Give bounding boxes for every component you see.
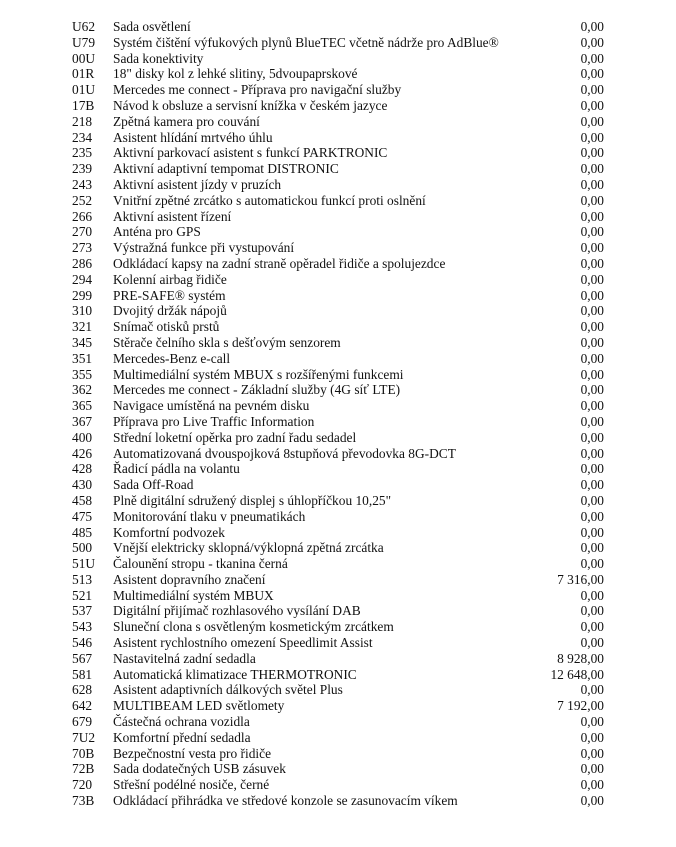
option-code: 73B bbox=[72, 793, 95, 809]
option-code: 513 bbox=[72, 571, 93, 587]
list-item bbox=[72, 603, 604, 619]
option-price: 0,00 bbox=[580, 524, 604, 540]
option-description: Automatizovaná dvouspojková 8stupňová převodovka 8G-DCT bbox=[113, 445, 456, 461]
option-price: 0,00 bbox=[580, 240, 604, 256]
option-price: 0,00 bbox=[580, 745, 604, 761]
option-code: 321 bbox=[72, 319, 93, 335]
option-price: 0,00 bbox=[580, 113, 604, 129]
option-description: Automatická klimatizace THERMOTRONIC bbox=[113, 666, 357, 682]
option-price: 0,00 bbox=[580, 97, 604, 113]
option-description: Sada konektivity bbox=[113, 50, 204, 66]
equipment-price-list bbox=[72, 19, 604, 809]
list-item bbox=[72, 509, 604, 525]
option-code: 51U bbox=[72, 556, 96, 572]
option-code: 351 bbox=[72, 350, 93, 366]
option-price: 0,00 bbox=[580, 635, 604, 651]
option-code: 400 bbox=[72, 429, 93, 445]
list-item bbox=[72, 145, 604, 161]
option-description: Odkládací přihrádka ve středové konzole se zasunovacím víkem bbox=[113, 793, 458, 809]
list-item bbox=[72, 572, 604, 588]
option-description: 18" disky kol z lehké slitiny, 5dvoupaprskové bbox=[113, 66, 358, 82]
list-item bbox=[72, 398, 604, 414]
option-description: Čalounění stropu - tkanina černá bbox=[113, 556, 288, 572]
option-price: 12 648,00 bbox=[550, 666, 604, 682]
option-code: 270 bbox=[72, 224, 93, 240]
option-code: 679 bbox=[72, 714, 93, 730]
list-item bbox=[72, 224, 604, 240]
list-item bbox=[72, 556, 604, 572]
option-price: 0,00 bbox=[580, 208, 604, 224]
option-code: 720 bbox=[72, 777, 93, 793]
option-code: 17B bbox=[72, 97, 95, 113]
option-code: 567 bbox=[72, 650, 93, 666]
list-item bbox=[72, 777, 604, 793]
option-price: 0,00 bbox=[580, 176, 604, 192]
option-code: 286 bbox=[72, 255, 93, 271]
list-item bbox=[72, 730, 604, 746]
list-item bbox=[72, 461, 604, 477]
option-code: 367 bbox=[72, 413, 93, 429]
option-code: 475 bbox=[72, 508, 93, 524]
option-description: Aktivní asistent jízdy v pruzích bbox=[113, 176, 282, 192]
list-item bbox=[72, 635, 604, 651]
option-code: 345 bbox=[72, 334, 93, 350]
option-price: 0,00 bbox=[580, 382, 604, 398]
option-price: 0,00 bbox=[580, 777, 604, 793]
option-description: Částečná ochrana vozidla bbox=[113, 714, 250, 730]
option-price: 0,00 bbox=[580, 603, 604, 619]
list-item bbox=[72, 540, 604, 556]
option-code: 362 bbox=[72, 382, 93, 398]
option-description: Mercedes me connect - Příprava pro navigační služby bbox=[113, 82, 402, 98]
option-code: 543 bbox=[72, 619, 93, 635]
list-item bbox=[72, 493, 604, 509]
option-price: 0,00 bbox=[580, 540, 604, 556]
option-code: 234 bbox=[72, 129, 93, 145]
option-code: 355 bbox=[72, 366, 93, 382]
list-item bbox=[72, 351, 604, 367]
option-description: Nastavitelná zadní sedadla bbox=[113, 650, 256, 666]
option-price: 0,00 bbox=[580, 761, 604, 777]
option-code: 521 bbox=[72, 587, 93, 603]
option-price: 0,00 bbox=[580, 255, 604, 271]
list-item bbox=[72, 667, 604, 683]
option-price: 7 316,00 bbox=[557, 571, 604, 587]
list-item bbox=[72, 209, 604, 225]
list-item bbox=[72, 746, 604, 762]
option-description: Sluneční clona s osvětleným kosmetickým zrcátkem bbox=[113, 619, 394, 635]
list-item bbox=[72, 477, 604, 493]
option-description: Příprava pro Live Traffic Information bbox=[113, 413, 315, 429]
option-description: Bezpečnostní vesta pro řidiče bbox=[113, 745, 272, 761]
list-item bbox=[72, 793, 604, 809]
list-item bbox=[72, 272, 604, 288]
option-code: 428 bbox=[72, 461, 93, 477]
option-description: Sada dodatečných USB zásuvek bbox=[113, 761, 286, 777]
option-description: Návod k obsluze a servisní knížka v českém jazyce bbox=[113, 97, 388, 113]
option-description: Anténa pro GPS bbox=[113, 224, 201, 240]
option-code: 365 bbox=[72, 398, 93, 414]
option-description: Plně digitální sdružený displej s úhlopříčkou 10,25" bbox=[113, 492, 392, 508]
option-price: 0,00 bbox=[580, 129, 604, 145]
option-price: 0,00 bbox=[580, 192, 604, 208]
option-description: Komfortní podvozek bbox=[113, 524, 225, 540]
list-item bbox=[72, 446, 604, 462]
option-code: 72B bbox=[72, 761, 95, 777]
option-price: 0,00 bbox=[580, 793, 604, 809]
option-code: 252 bbox=[72, 192, 93, 208]
option-description: Snímač otisků prstů bbox=[113, 319, 220, 335]
option-price: 0,00 bbox=[580, 398, 604, 414]
option-code: 500 bbox=[72, 540, 93, 556]
option-price: 0,00 bbox=[580, 161, 604, 177]
option-code: 458 bbox=[72, 492, 93, 508]
option-code: 299 bbox=[72, 287, 93, 303]
option-description: Komfortní přední sedadla bbox=[113, 729, 251, 745]
option-code: 426 bbox=[72, 445, 93, 461]
list-item bbox=[72, 651, 604, 667]
list-item bbox=[72, 66, 604, 82]
list-item bbox=[72, 161, 604, 177]
option-description: Mercedes me connect - Základní služby (4G síť LTE) bbox=[113, 382, 401, 398]
option-code: 537 bbox=[72, 603, 93, 619]
option-code: 546 bbox=[72, 635, 93, 651]
list-item bbox=[72, 82, 604, 98]
option-code: 70B bbox=[72, 745, 95, 761]
list-item bbox=[72, 19, 604, 35]
option-description: Aktivní adaptivní tempomat DISTRONIC bbox=[113, 161, 339, 177]
list-item bbox=[72, 430, 604, 446]
option-code: 243 bbox=[72, 176, 93, 192]
option-price: 8 928,00 bbox=[557, 650, 604, 666]
list-item bbox=[72, 319, 604, 335]
option-price: 0,00 bbox=[580, 413, 604, 429]
option-price: 0,00 bbox=[580, 508, 604, 524]
option-code: 294 bbox=[72, 271, 93, 287]
list-item bbox=[72, 193, 604, 209]
option-price: 0,00 bbox=[580, 271, 604, 287]
option-price: 0,00 bbox=[580, 319, 604, 335]
option-description: Vnější elektricky sklopná/výklopná zpětná zrcátka bbox=[113, 540, 384, 556]
option-description: Aktivní parkovací asistent s funkcí PARKTRONIC bbox=[113, 145, 388, 161]
list-item bbox=[72, 714, 604, 730]
option-price: 0,00 bbox=[580, 461, 604, 477]
option-description: Stěrače čelního skla s dešťovým senzorem bbox=[113, 334, 341, 350]
option-description: Digitální přijímač rozhlasového vysílání DAB bbox=[113, 603, 361, 619]
option-code: 310 bbox=[72, 303, 93, 319]
option-description: Multimediální systém MBUX bbox=[113, 587, 274, 603]
option-code: 01U bbox=[72, 82, 96, 98]
list-item bbox=[72, 98, 604, 114]
option-description: PRE-SAFE® systém bbox=[113, 287, 226, 303]
option-description: Asistent rychlostního omezení Speedlimit Assist bbox=[113, 635, 373, 651]
list-item bbox=[72, 698, 604, 714]
option-code: 218 bbox=[72, 113, 93, 129]
option-description: Střešní podélné nosiče, černé bbox=[113, 777, 270, 793]
option-code: 235 bbox=[72, 145, 93, 161]
option-description: Systém čištění výfukových plynů BlueTEC včetně nádrže pro AdBlue® bbox=[113, 34, 499, 50]
option-code: 00U bbox=[72, 50, 96, 66]
option-price: 0,00 bbox=[580, 366, 604, 382]
option-price: 0,00 bbox=[580, 429, 604, 445]
option-description: Asistent dopravního značení bbox=[113, 571, 266, 587]
option-price: 0,00 bbox=[580, 729, 604, 745]
list-item bbox=[72, 619, 604, 635]
option-code: 266 bbox=[72, 208, 93, 224]
option-code: 581 bbox=[72, 666, 93, 682]
list-item bbox=[72, 682, 604, 698]
option-code: 485 bbox=[72, 524, 93, 540]
list-item bbox=[72, 367, 604, 383]
list-item bbox=[72, 35, 604, 51]
list-item bbox=[72, 525, 604, 541]
option-code: 273 bbox=[72, 240, 93, 256]
option-price: 0,00 bbox=[580, 19, 604, 34]
option-price: 0,00 bbox=[580, 587, 604, 603]
list-item bbox=[72, 335, 604, 351]
option-price: 7 192,00 bbox=[557, 698, 604, 714]
option-description: Vnitřní zpětné zrcátko s automatickou funkcí proti oslnění bbox=[113, 192, 426, 208]
option-price: 0,00 bbox=[580, 303, 604, 319]
list-item bbox=[72, 114, 604, 130]
option-price: 0,00 bbox=[580, 82, 604, 98]
option-description: Odkládací kapsy na zadní straně opěradel řidiče a spolujezdce bbox=[113, 255, 446, 271]
option-price: 0,00 bbox=[580, 224, 604, 240]
list-item bbox=[72, 382, 604, 398]
option-code: U79 bbox=[72, 34, 96, 50]
option-code: 430 bbox=[72, 477, 93, 493]
list-item bbox=[72, 588, 604, 604]
option-price: 0,00 bbox=[580, 66, 604, 82]
option-price: 0,00 bbox=[580, 350, 604, 366]
option-code: U62 bbox=[72, 19, 96, 34]
list-item bbox=[72, 256, 604, 272]
option-price: 0,00 bbox=[580, 714, 604, 730]
option-description: MULTIBEAM LED světlomety bbox=[113, 698, 285, 714]
list-item bbox=[72, 288, 604, 304]
option-description: Sada Off-Road bbox=[113, 477, 194, 493]
list-item bbox=[72, 414, 604, 430]
list-item bbox=[72, 51, 604, 67]
option-description: Zpětná kamera pro couvání bbox=[113, 113, 260, 129]
option-code: 642 bbox=[72, 698, 93, 714]
option-description: Dvojitý držák nápojů bbox=[113, 303, 227, 319]
list-item bbox=[72, 303, 604, 319]
option-price: 0,00 bbox=[580, 287, 604, 303]
option-price: 0,00 bbox=[580, 492, 604, 508]
option-code: 239 bbox=[72, 161, 93, 177]
option-price: 0,00 bbox=[580, 682, 604, 698]
list-item bbox=[72, 761, 604, 777]
list-item bbox=[72, 130, 604, 146]
option-description: Asistent adaptivních dálkových světel Plus bbox=[113, 682, 343, 698]
option-description: Aktivní asistent řízení bbox=[113, 208, 232, 224]
option-price: 0,00 bbox=[580, 477, 604, 493]
list-item bbox=[72, 240, 604, 256]
option-description: Střední loketní opěrka pro zadní řadu sedadel bbox=[113, 429, 357, 445]
option-description: Kolenní airbag řidiče bbox=[113, 271, 227, 287]
option-description: Výstražná funkce při vystupování bbox=[113, 240, 295, 256]
option-description: Monitorování tlaku v pneumatikách bbox=[113, 508, 306, 524]
option-price: 0,00 bbox=[580, 34, 604, 50]
option-price: 0,00 bbox=[580, 445, 604, 461]
option-description: Asistent hlídání mrtvého úhlu bbox=[113, 129, 273, 145]
option-price: 0,00 bbox=[580, 334, 604, 350]
option-code: 7U2 bbox=[72, 729, 96, 745]
option-price: 0,00 bbox=[580, 50, 604, 66]
option-price: 0,00 bbox=[580, 145, 604, 161]
option-description: Sada osvětlení bbox=[113, 19, 191, 34]
option-code: 628 bbox=[72, 682, 93, 698]
option-description: Multimediální systém MBUX s rozšířenými funkcemi bbox=[113, 366, 404, 382]
list-item bbox=[72, 177, 604, 193]
option-price: 0,00 bbox=[580, 556, 604, 572]
option-price: 0,00 bbox=[580, 619, 604, 635]
option-description: Řadicí pádla na volantu bbox=[113, 461, 240, 477]
option-description: Navigace umístěná na pevném disku bbox=[113, 398, 310, 414]
option-description: Mercedes-Benz e-call bbox=[113, 350, 231, 366]
option-code: 01R bbox=[72, 66, 95, 82]
